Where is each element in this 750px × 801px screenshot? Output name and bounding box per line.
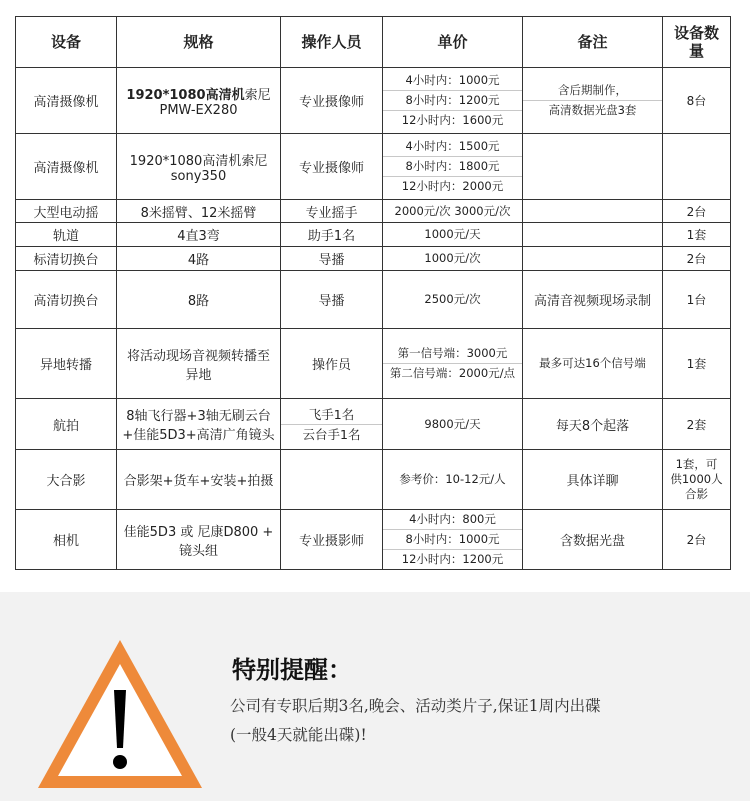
cell-price: 参考价：10-12元/人 [383, 450, 523, 510]
cell-spec: 4直3弯 [117, 223, 281, 247]
cell-price [383, 134, 523, 200]
price-line: 8小时内：1800元 [383, 157, 522, 177]
cell-price: 1000元/次 [383, 247, 523, 271]
cell-count: 8台 [663, 68, 731, 134]
price-line: 第二信号端：2000元/点 [389, 366, 516, 380]
cell-remark [523, 247, 663, 271]
header-device: 设备 [16, 17, 117, 68]
count-line: 合影 [685, 487, 708, 501]
cell-device: 高清摄像机 [16, 68, 117, 134]
cell-spec [117, 134, 281, 200]
header-remark: 备注 [523, 17, 663, 68]
cell-device: 高清摄像机 [16, 134, 117, 200]
table-row [16, 247, 731, 271]
cell-count [663, 450, 731, 510]
spec-line2: PMW-EX280 [159, 102, 238, 118]
cell-operator: 导播 [281, 271, 383, 329]
table-header-row [16, 17, 731, 68]
notice-title: 特别提醒： [232, 655, 352, 684]
cell-count: 2台 [663, 510, 731, 570]
header-count-line2: 量 [688, 42, 704, 60]
table-row [16, 68, 731, 134]
header-spec: 规格 [117, 17, 281, 68]
spec-line2: 镜头组 [178, 543, 218, 559]
price-line: 4小时内：1500元 [383, 137, 522, 157]
cell-spec [117, 68, 281, 134]
cell-price: 1000元/天 [383, 223, 523, 247]
cell-remark [523, 200, 663, 223]
header-operator: 操作人员 [281, 17, 383, 68]
price-line: 8小时内：1000元 [383, 530, 522, 550]
cell-price [383, 329, 523, 399]
cell-price: 2000元/次 3000元/次 [383, 200, 523, 223]
cell-device: 航拍 [16, 399, 117, 450]
cell-count: 1套 [663, 329, 731, 399]
cell-device: 异地转播 [16, 329, 117, 399]
cell-operator: 专业摇手 [281, 200, 383, 223]
remark-line: 含后期制作， [523, 81, 662, 101]
exclamation-dot [113, 755, 127, 769]
cell-count: 2套 [663, 399, 731, 450]
cell-device: 相机 [16, 510, 117, 570]
spec-model: 1920*1080高清机 [126, 87, 245, 103]
cell-remark: 含数据光盘 [523, 510, 663, 570]
spec-line2: +佳能5D3+高清广角镜头 [122, 428, 275, 443]
header-count-line1: 设备数 [673, 24, 719, 42]
cell-device: 高清切换台 [16, 271, 117, 329]
cell-spec [117, 399, 281, 450]
header-count [663, 17, 731, 68]
cell-price [383, 68, 523, 134]
table-row [16, 134, 731, 200]
cell-price [383, 510, 523, 570]
spec-brand: 索尼 [244, 87, 271, 103]
cell-device: 标清切换台 [16, 247, 117, 271]
cell-operator: 专业摄像师 [281, 134, 383, 200]
cell-operator: 操作员 [281, 329, 383, 399]
cell-operator: 专业摄像师 [281, 68, 383, 134]
cell-remark [523, 134, 663, 200]
cell-operator [281, 450, 383, 510]
price-line: 12小时内：1600元 [401, 113, 504, 127]
table-row [16, 329, 731, 399]
spec-line1: 佳能5D3 或 尼康D800 + [123, 524, 274, 540]
price-line: 12小时内：1200元 [401, 552, 504, 566]
cell-price: 2500元/次 [383, 271, 523, 329]
header-price: 单价 [383, 17, 523, 68]
notice-line2: (一般4天就能出碟)! [230, 726, 367, 744]
spec-line2: sony350 [170, 168, 227, 184]
cell-remark [523, 68, 663, 134]
notice-line1: 公司有专职后期3名,晚会、活动类片子,保证1周内出碟 [230, 697, 601, 715]
cell-operator: 助手1名 [281, 223, 383, 247]
price-line: 8小时内：1200元 [383, 91, 522, 111]
count-line: 供1000人 [670, 472, 723, 486]
cell-spec [117, 510, 281, 570]
warning-triangle-icon [36, 638, 204, 790]
spec-line2: 异地 [185, 367, 212, 383]
cell-remark: 具体详聊 [523, 450, 663, 510]
cell-count: 1台 [663, 271, 731, 329]
operator-line: 云台手1名 [302, 426, 361, 442]
cell-count [663, 134, 731, 200]
cell-device: 大合影 [16, 450, 117, 510]
cell-remark: 最多可达16个信号端 [523, 329, 663, 399]
price-line: 4小时内：1000元 [383, 71, 522, 91]
spec-line1: 将活动现场音视频转播至 [126, 348, 270, 364]
table-row [16, 200, 731, 223]
table-row [16, 271, 731, 329]
table-row [16, 223, 731, 247]
operator-line: 飞手1名 [281, 405, 382, 425]
price-line: 12小时内：2000元 [401, 179, 504, 193]
spec-line1: 8轴飞行器+3轴无刷云台 [126, 409, 271, 424]
remark-line: 高清数据光盘3套 [548, 103, 637, 117]
cell-spec: 4路 [117, 247, 281, 271]
cell-spec: 8路 [117, 271, 281, 329]
cell-spec: 合影架+货车+安装+拍摄 [117, 450, 281, 510]
special-notice [0, 592, 750, 801]
notice-body [230, 692, 730, 750]
cell-operator: 专业摄影师 [281, 510, 383, 570]
cell-spec: 8米摇臂、12米摇臂 [117, 200, 281, 223]
table-row [16, 510, 731, 570]
cell-operator [281, 399, 383, 450]
cell-remark: 每天8个起落 [523, 399, 663, 450]
cell-count: 1套 [663, 223, 731, 247]
table-row [16, 450, 731, 510]
price-line: 4小时内：800元 [383, 510, 522, 530]
equipment-price-table [15, 16, 731, 570]
cell-remark: 高清音视频现场录制 [523, 271, 663, 329]
cell-count: 2台 [663, 200, 731, 223]
cell-device: 大型电动摇 [16, 200, 117, 223]
spec-line1: 1920*1080高清机索尼 [129, 153, 268, 169]
cell-device: 轨道 [16, 223, 117, 247]
table-row [16, 399, 731, 450]
cell-price: 9800元/天 [383, 399, 523, 450]
cell-remark [523, 223, 663, 247]
price-line: 第一信号端：3000元 [383, 344, 522, 364]
cell-operator: 导播 [281, 247, 383, 271]
cell-count: 2台 [663, 247, 731, 271]
cell-spec [117, 329, 281, 399]
count-line: 1套，可 [675, 457, 718, 471]
